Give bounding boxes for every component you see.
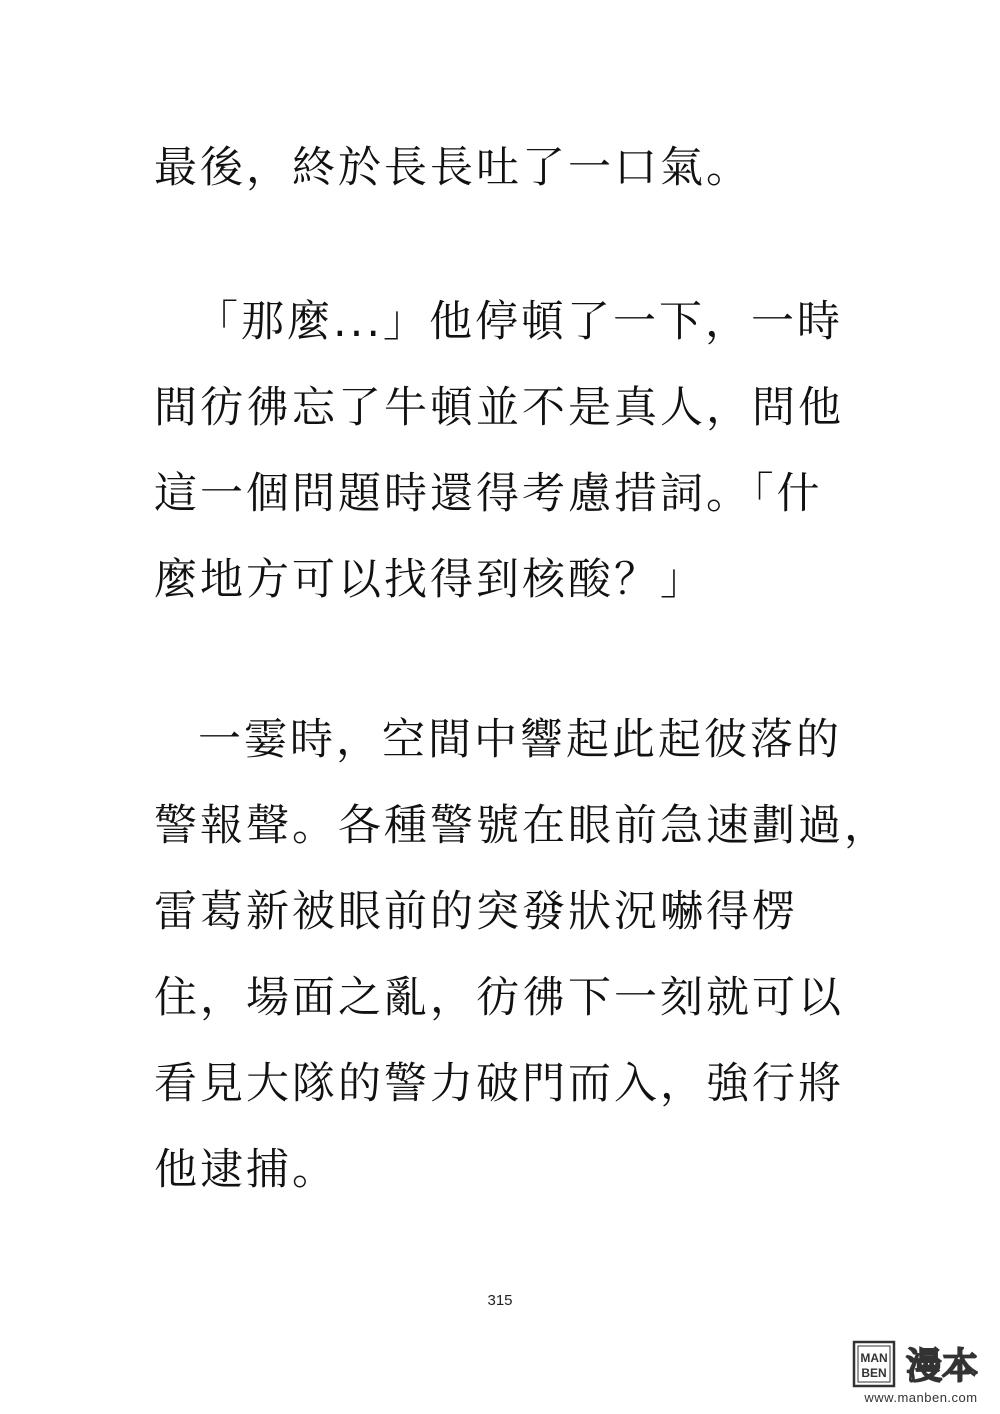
text-line-5: 麼地方可以找得到核酸？」 xyxy=(154,555,706,605)
text-line-2: 「那麼...」他停頓了一下，一時 xyxy=(195,297,844,347)
text-line-8: 雷葛新被眼前的突發狀況嚇得楞 xyxy=(154,887,798,937)
svg-text:漫本: 漫本 xyxy=(905,1346,979,1387)
watermark-url: www.manben.com xyxy=(864,1390,978,1405)
text-line-7: 警報聲。各種警號在眼前急速劃過， xyxy=(154,801,890,851)
manben-logo xyxy=(852,1338,990,1390)
svg-text:MAN: MAN xyxy=(860,1351,888,1365)
text-line-9: 住，場面之亂，彷彿下一刻就可以 xyxy=(154,973,844,1023)
text-line-1: 最後，終於長長吐了一口氣。 xyxy=(154,143,752,193)
watermark xyxy=(852,1338,990,1406)
text-line-11: 他逮捕。 xyxy=(154,1145,338,1195)
svg-text:BEN: BEN xyxy=(861,1366,887,1380)
text-line-10: 看見大隊的警力破門而入，強行將 xyxy=(154,1059,844,1109)
page-number: 315 xyxy=(487,1292,513,1309)
text-line-3: 間彷彿忘了牛頓並不是真人，問他 xyxy=(154,383,844,433)
text-line-6: 一霎時，空間中響起此起彼落的 xyxy=(198,715,842,765)
text-line-4: 這一個問題時還得考慮措詞。「什 xyxy=(154,469,823,519)
